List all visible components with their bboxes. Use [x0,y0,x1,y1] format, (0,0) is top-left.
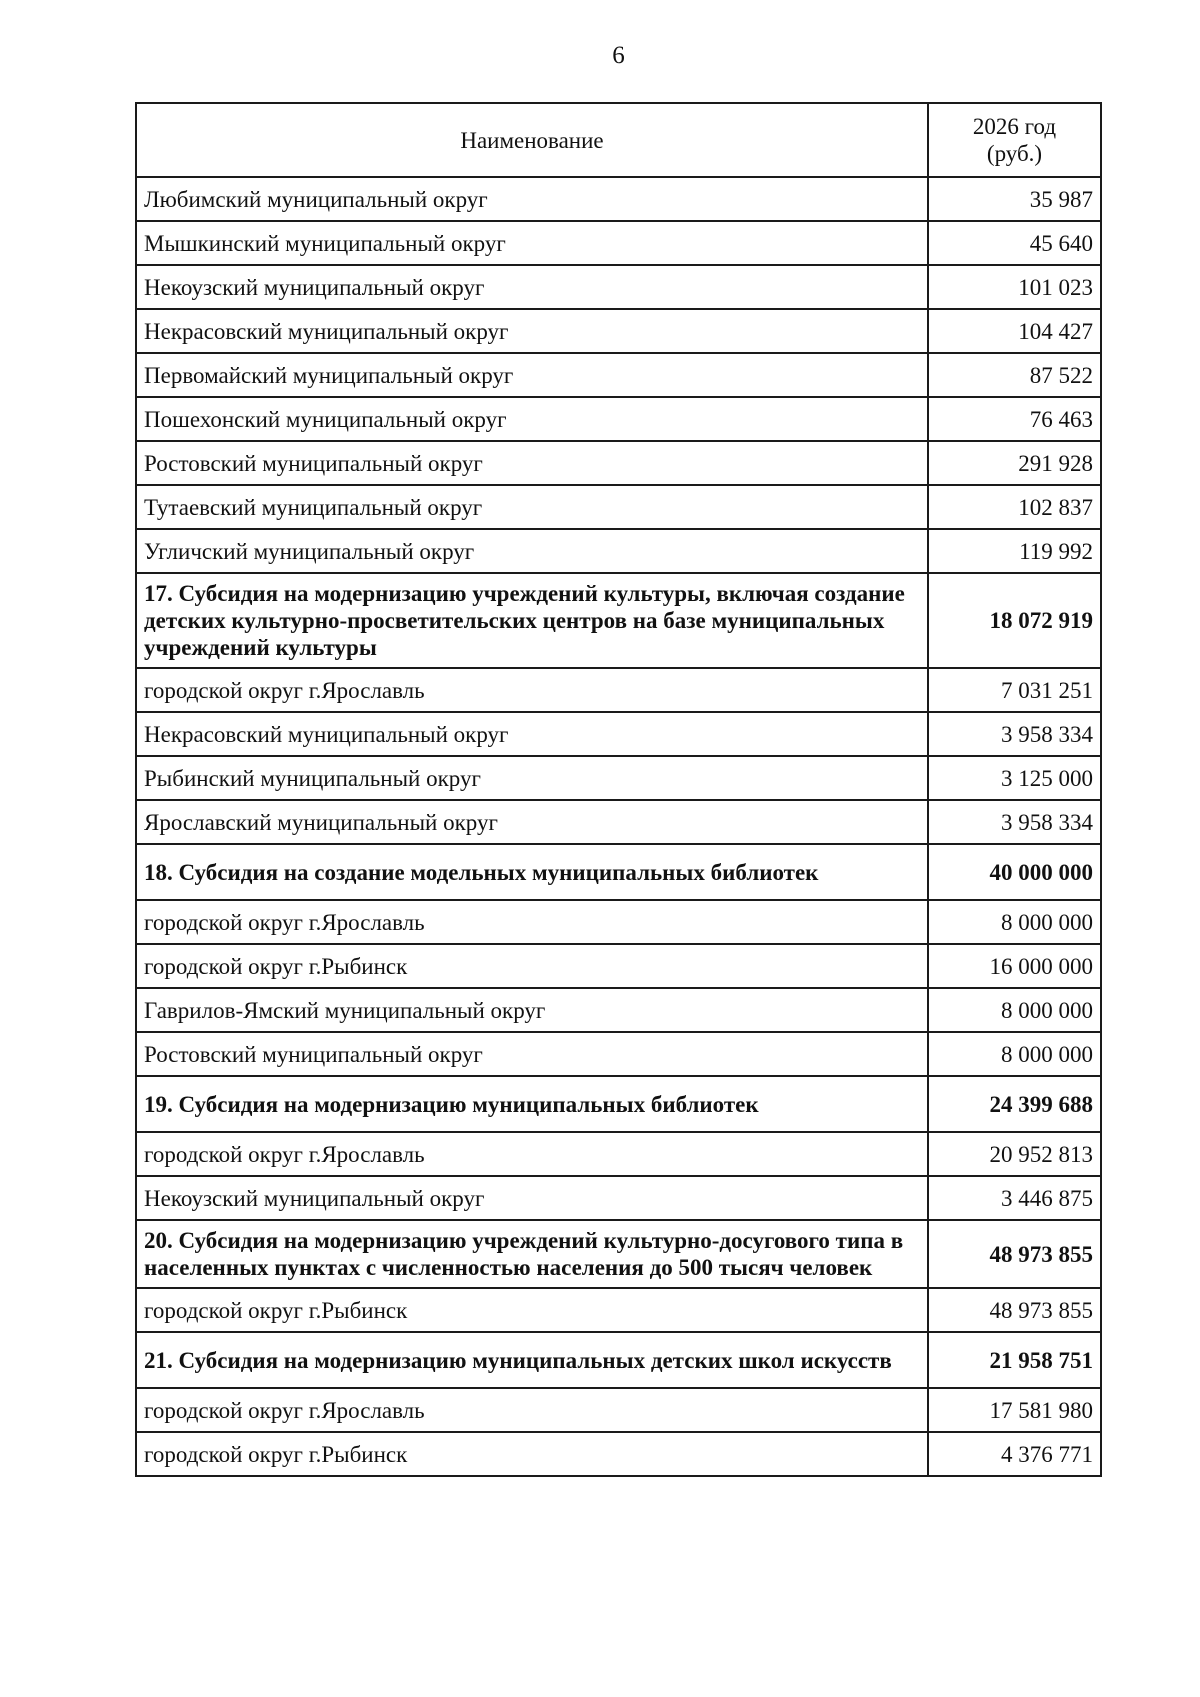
table-row [136,441,1101,485]
row-value: 45 640 [928,221,1101,265]
table-row [136,800,1101,844]
table-row [136,221,1101,265]
subsidy-table [135,102,1102,1477]
row-name: Пошехонский муниципальный округ [136,397,928,441]
table-row [136,1432,1101,1476]
row-value: 87 522 [928,353,1101,397]
row-name: Некрасовский муниципальный округ [136,309,928,353]
row-name: Тутаевский муниципальный округ [136,485,928,529]
header-unit-label: (руб.) [986,141,1043,166]
row-name: Ростовский муниципальный округ [136,441,928,485]
table-row [136,1288,1101,1332]
table-row [136,397,1101,441]
section-total: 40 000 000 [928,844,1101,900]
row-value: 8 000 000 [928,1032,1101,1076]
row-value: 3 958 334 [928,712,1101,756]
section-title: 21. Субсидия на модернизацию муниципальных детских школ искусств [136,1332,928,1388]
section-total: 21 958 751 [928,1332,1101,1388]
row-name: Первомайский муниципальный округ [136,353,928,397]
table-row [136,1132,1101,1176]
table-row [136,485,1101,529]
row-value: 76 463 [928,397,1101,441]
row-name: Ростовский муниципальный округ [136,1032,928,1076]
row-name: Угличский муниципальный округ [136,529,928,573]
row-name: Некоузский муниципальный округ [136,265,928,309]
row-value: 3 446 875 [928,1176,1101,1220]
row-value: 119 992 [928,529,1101,573]
table-row [136,265,1101,309]
section-total: 24 399 688 [928,1076,1101,1132]
row-name: городской округ г.Ярославль [136,900,928,944]
row-value: 48 973 855 [928,1288,1101,1332]
row-value: 7 031 251 [928,668,1101,712]
section-row [136,844,1101,900]
row-name: городской округ г.Рыбинск [136,1288,928,1332]
row-value: 3 958 334 [928,800,1101,844]
row-value: 35 987 [928,177,1101,221]
row-name: городской округ г.Ярославль [136,668,928,712]
section-title: 17. Субсидия на модернизацию учреждений культуры, включая создание детских культурно-просветительских центров на базе муниципальных учреждений культуры [136,573,928,668]
section-title: 19. Субсидия на модернизацию муниципальных библиотек [136,1076,928,1132]
table-row [136,712,1101,756]
table-row [136,529,1101,573]
section-title: 20. Субсидия на модернизацию учреждений культурно-досугового типа в населенных пунктах с численностью населения до 500 тысяч человек [136,1220,928,1288]
section-row [136,573,1101,668]
section-row [136,1220,1101,1288]
row-value: 8 000 000 [928,988,1101,1032]
section-row [136,1076,1101,1132]
table-row [136,988,1101,1032]
section-total: 48 973 855 [928,1220,1101,1288]
row-value: 17 581 980 [928,1388,1101,1432]
header-name: Наименование [136,103,928,177]
row-name: Любимский муниципальный округ [136,177,928,221]
row-name: Некоузский муниципальный округ [136,1176,928,1220]
table-row [136,309,1101,353]
row-value: 20 952 813 [928,1132,1101,1176]
header-year-label: 2026 год [972,114,1057,139]
table-row [136,177,1101,221]
row-name: Мышкинский муниципальный округ [136,221,928,265]
table-row [136,756,1101,800]
header-year [928,103,1101,177]
row-value: 3 125 000 [928,756,1101,800]
row-value: 102 837 [928,485,1101,529]
row-value: 4 376 771 [928,1432,1101,1476]
section-title: 18. Субсидия на создание модельных муниципальных библиотек [136,844,928,900]
row-value: 101 023 [928,265,1101,309]
row-value: 8 000 000 [928,900,1101,944]
page-number: 6 [612,42,625,69]
table-row [136,944,1101,988]
table-row [136,668,1101,712]
row-name: городской округ г.Рыбинск [136,944,928,988]
table-row [136,1176,1101,1220]
section-row [136,1332,1101,1388]
row-value: 16 000 000 [928,944,1101,988]
row-name: Гаврилов-Ямский муниципальный округ [136,988,928,1032]
table-row [136,900,1101,944]
row-name: городской округ г.Ярославль [136,1388,928,1432]
table-header-row [136,103,1101,177]
table-row [136,353,1101,397]
row-name: Рыбинский муниципальный округ [136,756,928,800]
row-value: 104 427 [928,309,1101,353]
row-name: городской округ г.Рыбинск [136,1432,928,1476]
section-total: 18 072 919 [928,573,1101,668]
row-name: Некрасовский муниципальный округ [136,712,928,756]
table-row [136,1388,1101,1432]
row-name: городской округ г.Ярославль [136,1132,928,1176]
row-name: Ярославский муниципальный округ [136,800,928,844]
row-value: 291 928 [928,441,1101,485]
table-row [136,1032,1101,1076]
